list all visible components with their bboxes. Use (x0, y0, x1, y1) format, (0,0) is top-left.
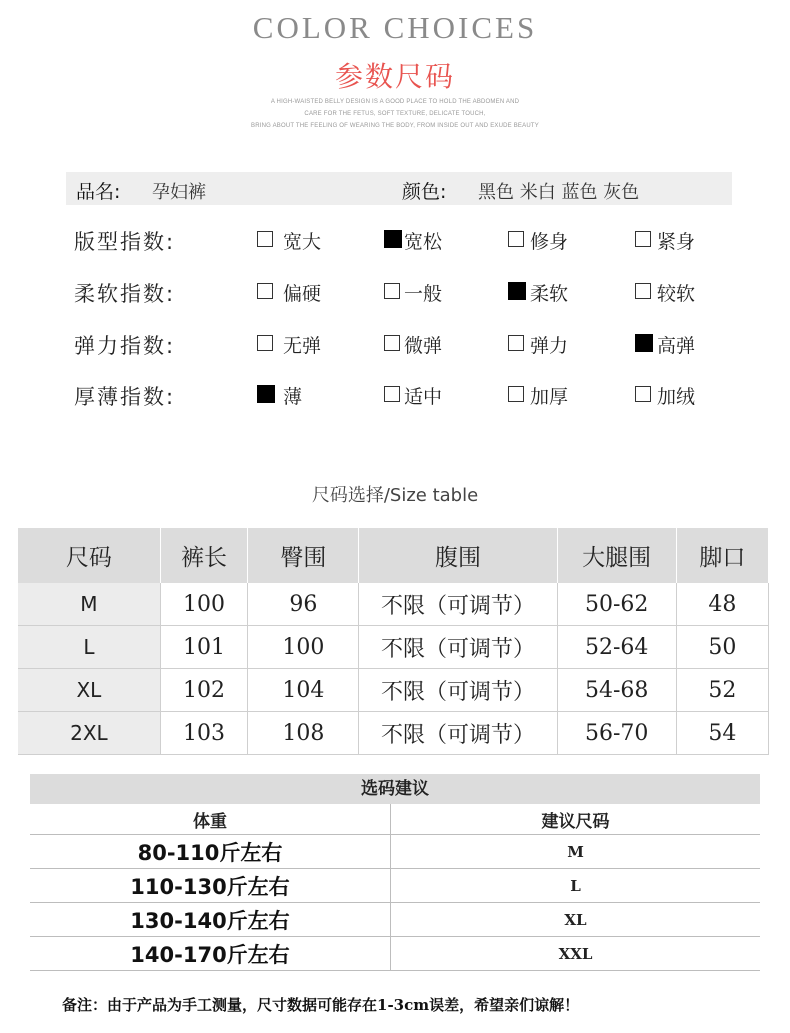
tagline-line-3: BRING ABOUT THE FEELING OF WEARING THE BODY, FROM INSIDE OUT AND EXUDE BEAUTY (251, 123, 539, 129)
table-cell: 2XL (18, 712, 160, 755)
table-row (18, 583, 769, 626)
index-row-fit (0, 226, 790, 256)
option-label: 柔软 (530, 283, 569, 305)
option-label: 宽松 (404, 231, 443, 253)
index-row-elasticity (0, 330, 790, 360)
table-cell: 102 (160, 669, 247, 712)
index-label: 弹力指数: (74, 334, 176, 358)
table-cell: 104 (248, 669, 359, 712)
table-cell: M (18, 583, 160, 626)
index-label: 版型指数: (74, 230, 176, 254)
option-label: 微弹 (404, 335, 443, 357)
size-recommendation (30, 774, 760, 971)
size-table (18, 528, 769, 755)
table-cell: 108 (248, 712, 359, 755)
checkbox-empty-icon (384, 283, 400, 299)
option-label: 偏硬 (283, 283, 322, 305)
option-label: 适中 (404, 386, 443, 408)
product-name-value: 孕妇裤 (152, 182, 206, 203)
option-label: 宽大 (283, 231, 322, 253)
weight-cell: 110-130斤左右 (30, 869, 391, 903)
option-label: 薄 (283, 386, 303, 408)
table-cell: 100 (248, 626, 359, 669)
table-cell: 不限（可调节） (359, 669, 557, 712)
table-cell: 54-68 (557, 669, 676, 712)
table-cell: 50-62 (557, 583, 676, 626)
option-label: 弹力 (530, 335, 569, 357)
table-cell: 不限（可调节） (359, 583, 557, 626)
size-cell: XXL (391, 937, 761, 971)
english-title: COLOR CHOICES (252, 10, 538, 45)
table-row (18, 626, 769, 669)
option-label: 加厚 (530, 386, 569, 408)
weight-cell: 130-140斤左右 (30, 903, 391, 937)
column-header: 建议尺码 (391, 804, 761, 835)
checkbox-empty-icon (384, 386, 400, 402)
column-header: 裤长 (160, 528, 247, 583)
option-label: 较软 (657, 283, 696, 305)
checkbox-empty-icon (635, 283, 651, 299)
table-row (18, 669, 769, 712)
checkbox-filled-icon (635, 334, 653, 352)
table-cell: 100 (160, 583, 247, 626)
chinese-title: 参数尺码 (334, 60, 455, 93)
table-cell: 不限（可调节） (359, 712, 557, 755)
table-cell: 不限（可调节） (359, 626, 557, 669)
product-name-label: 品名: (76, 181, 121, 203)
color-label: 颜色: (402, 181, 447, 203)
weight-cell: 80-110斤左右 (30, 835, 391, 869)
option-label: 紧身 (657, 231, 696, 253)
index-row-softness (0, 278, 790, 308)
column-header: 大腿围 (557, 528, 676, 583)
column-header: 腹围 (359, 528, 557, 583)
checkbox-empty-icon (508, 231, 524, 247)
tagline-line-1: A HIGH-WAISTED BELLY DESIGN IS A GOOD PLACE TO HOLD THE ABDOMEN AND (270, 99, 520, 105)
table-cell: XL (18, 669, 160, 712)
option-label: 无弹 (283, 335, 322, 357)
footnote: 备注：由于产品为手工测量，尺寸数据可能存在1-3cm误差，希望亲们谅解！ (62, 996, 580, 1014)
table-row (30, 835, 760, 869)
recommendation-title: 选码建议 (30, 774, 760, 804)
table-cell: 48 (676, 583, 768, 626)
table-cell: 101 (160, 626, 247, 669)
column-header: 体重 (30, 804, 391, 835)
table-row (18, 712, 769, 755)
weight-cell: 140-170斤左右 (30, 937, 391, 971)
option-label: 加绒 (657, 386, 696, 408)
index-label: 厚薄指数: (74, 385, 176, 409)
table-cell: 52 (676, 669, 768, 712)
color-value: 黑色 米白 蓝色 灰色 (478, 182, 640, 203)
checkbox-filled-icon (384, 230, 402, 248)
checkbox-empty-icon (635, 386, 651, 402)
size-table-title: 尺码选择/Size table (311, 485, 479, 506)
size-cell: M (391, 835, 761, 869)
table-cell: 50 (676, 626, 768, 669)
checkbox-empty-icon (257, 335, 273, 351)
tagline-line-2: CARE FOR THE FETUS, SOFT TEXTURE, DELICATE TOUCH, (304, 111, 486, 117)
option-label: 修身 (530, 231, 569, 253)
checkbox-empty-icon (257, 231, 273, 247)
column-header: 脚口 (676, 528, 768, 583)
size-cell: XL (391, 903, 761, 937)
table-cell: 54 (676, 712, 768, 755)
column-header: 尺码 (18, 528, 160, 583)
checkbox-empty-icon (508, 386, 524, 402)
checkbox-empty-icon (257, 283, 273, 299)
index-row-thickness (0, 381, 790, 411)
size-table-header-row (18, 528, 769, 583)
table-row (30, 903, 760, 937)
recommendation-header-row (30, 804, 760, 835)
option-label: 高弹 (657, 335, 696, 357)
table-cell: L (18, 626, 160, 669)
size-cell: L (391, 869, 761, 903)
checkbox-filled-icon (257, 385, 275, 403)
checkbox-empty-icon (635, 231, 651, 247)
table-cell: 96 (248, 583, 359, 626)
checkbox-empty-icon (384, 335, 400, 351)
index-label: 柔软指数: (74, 282, 176, 306)
recommendation-table (30, 804, 760, 971)
table-cell: 56-70 (557, 712, 676, 755)
table-row (30, 869, 760, 903)
table-cell: 103 (160, 712, 247, 755)
checkbox-filled-icon (508, 282, 526, 300)
column-header: 臀围 (248, 528, 359, 583)
table-row (30, 937, 760, 971)
table-cell: 52-64 (557, 626, 676, 669)
checkbox-empty-icon (508, 335, 524, 351)
option-label: 一般 (404, 283, 443, 305)
product-info-bar (66, 172, 732, 205)
